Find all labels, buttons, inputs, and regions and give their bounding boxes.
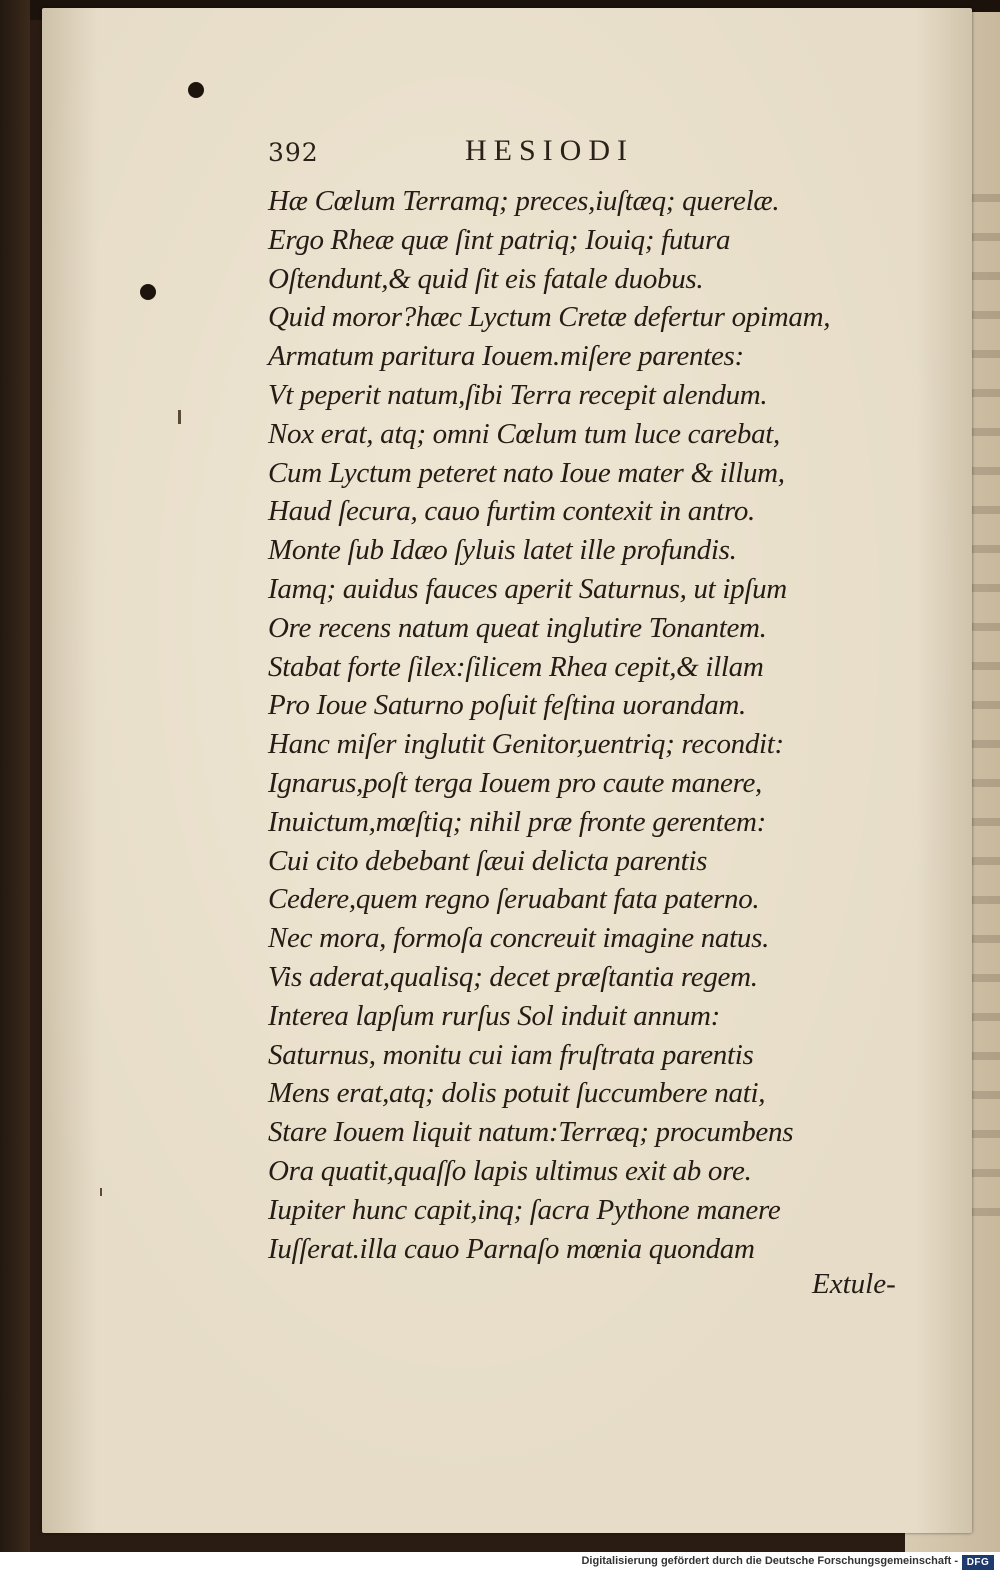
- verse-line: Mens erat,atq; dolis potuit ſuccumbere nati,: [268, 1077, 766, 1110]
- funding-credit: Digitalisierung gefördert durch die Deutsche Forschungsgemeinschaft -: [581, 1555, 958, 1567]
- scan-left-binding: [0, 0, 30, 1573]
- running-head: HESIODI: [465, 134, 634, 167]
- verse-line: Cum Lyctum peteret nato Ioue mater & illum,: [268, 456, 785, 489]
- verse-line: Hanc miſer inglutit Genitor,uentriq; recondit:: [268, 728, 784, 761]
- verse-line: Nec mora, formoſa concreuit imagine natus.: [268, 922, 770, 955]
- verse-line: Stabat forte ſilex:ſilicem Rhea cepit,& illam: [268, 650, 764, 683]
- verse-line: Cui cito debebant ſæui delicta parentis: [268, 844, 708, 877]
- verse-line: Iuſſerat.illa cauo Parnaſo mœnia quondam: [268, 1232, 755, 1265]
- verse-line: Monte ſub Idæo ſyluis latet ille profundis.: [268, 534, 737, 567]
- verse-line: Quid moror?hæc Lyctum Cretæ defertur opimam,: [268, 301, 831, 334]
- verse-line: Iupiter hunc capit,inq; ſacra Pythone manere: [268, 1193, 781, 1226]
- verse-line: Stare Iouem liquit natum:Terræq; procumbens: [268, 1116, 794, 1149]
- worm-hole-middle: [140, 284, 156, 300]
- dfg-logo: DFG: [962, 1555, 994, 1570]
- verse-line: Ergo Rheæ quæ ſint patriq; Iouiq; futura: [268, 223, 731, 256]
- page-number: 392: [268, 138, 319, 167]
- worm-hole-top: [188, 82, 204, 98]
- page-header: [268, 134, 908, 174]
- verse-line: Ore recens natum queat inglutire Tonantem.: [268, 611, 767, 644]
- verse-line: Vis aderat,qualisq; decet præſtantia regem.: [268, 960, 758, 993]
- catchword: Extule-: [812, 1268, 896, 1300]
- verse-line: Ignarus,poſt terga Iouem pro caute manere,: [268, 766, 763, 799]
- verse-line: Vt peperit natum,ſibi Terra recepit alendum.: [268, 378, 768, 411]
- verse-line: Haud ſecura, cauo furtim contexit in antro.: [268, 495, 756, 528]
- verse-line: Armatum paritura Iouem.miſere parentes:: [268, 340, 744, 373]
- verse-line: Interea lapſum rurſus Sol induit annum:: [268, 999, 721, 1032]
- verse-line: Oſtendunt,& quid ſit eis fatale duobus.: [268, 262, 704, 295]
- verse-line: Saturnus, monitu cui iam fruſtrata parentis: [268, 1038, 754, 1071]
- verse-line: Pro Ioue Saturno poſuit feſtina uorandam.: [268, 689, 746, 722]
- verse-line: Ora quatit,quaſſo lapis ultimus exit ab ore.: [268, 1154, 752, 1187]
- verse-line: Inuictum,mœſtiq; nihil præ fronte gerentem:: [268, 805, 767, 838]
- verse-text: [268, 182, 908, 1268]
- verse-line: Nox erat, atq; omni Cœlum tum luce carebat,: [268, 417, 780, 450]
- verse-line: Iamq; auidus fauces aperit Saturnus, ut ipſum: [268, 572, 787, 605]
- paper-speck: [178, 410, 181, 424]
- verse-line: Hæ Cœlum Terramq; preces,iuſtæq; querelæ.: [268, 185, 780, 217]
- paper-speck: [100, 1188, 102, 1196]
- verse-line: Cedere,quem regno ſeruabant fata paterno.: [268, 883, 760, 916]
- digitization-footer: [0, 1552, 1000, 1573]
